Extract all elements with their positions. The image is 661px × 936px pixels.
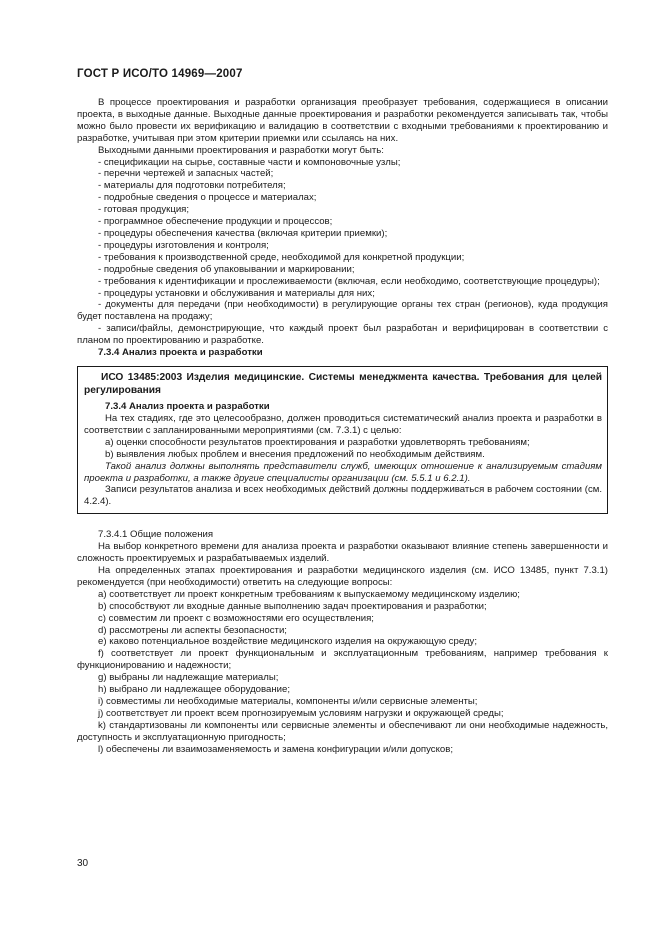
list-item: h) выбрано ли надлежащее оборудование; (98, 684, 290, 696)
list-item: - материалы для подготовки потребителя; (98, 180, 286, 192)
outputs-list (77, 157, 608, 348)
list-item: i) совместимы ли необходимые материалы, компоненты и/или сервисные элементы; (98, 695, 478, 707)
list-item: b) способствуют ли входные данные выполнению задач проектирования и разработки; (98, 600, 487, 612)
box-records: Записи результатов анализа и всех необходимых действий должны поддерживаться в рабочем состоянии (см. 4.2.4). (84, 484, 602, 508)
page-content (77, 97, 608, 756)
general-paragraph: На определенных этапах проектирования и разработки медицинского изделия (см. ИСО 13485, пункт 7.3.1) рекомендуется (при необходимости) ответить на следующие вопросы: (77, 565, 608, 588)
list-item: f) соответствует ли проект функциональным и эксплуатационным требованиям, например требования к функционированию и надежности; (77, 648, 608, 672)
box-item: b) выявления любых проблем и внесения предложений по необходимым действиям. (105, 448, 485, 460)
list-item: - спецификации на сырье, составные части и компоновочные узлы; (98, 156, 401, 168)
outputs-lead: Выходными данными проектирования и разработки могут быть: (98, 144, 384, 156)
general-heading: 7.3.4.1 Общие положения (98, 529, 214, 541)
page-number: 30 (77, 858, 89, 869)
list-item: - процедуры изготовления и контроля; (98, 239, 269, 251)
box-title: ИСО 13485:2003 Изделия медицинские. Системы менеджмента качества. Требования для целей регулирования (84, 371, 602, 396)
list-item: c) совместим ли проект с возможностями его осуществления; (98, 612, 374, 624)
list-item: e) каково потенциальное воздействие медицинского изделия на окружающую среду; (98, 636, 477, 648)
list-item: - требования к производственной среде, необходимой для конкретной продукции; (98, 251, 465, 263)
document-header: ГОСТ Р ИСО/ТО 14969—2007 (77, 68, 243, 80)
list-item: a) соответствует ли проект конкретным требованиям к выпускаемому медицинскому изделию; (98, 588, 520, 600)
box-item: а) оценки способности результатов проектирования и разработки удовлетворять требованиям; (105, 436, 530, 448)
questions-list (77, 589, 608, 756)
general-paragraph: На выбор конкретного времени для анализа проекта и разработки оказывают влияние степень завершенности и сложность проектируемых и разрабатываемых изделий. (77, 541, 608, 565)
list-item: - записи/файлы, демонстрирующие, что каждый проект был разработан и верифицирован в соответствии с планом по проектированию и разработке. (77, 323, 608, 347)
box-italic-note: Такой анализ должны выполнять представители служб, имеющих отношение к анализируемым стадиям проекта и разработки, а также другие специалисты организации (см. 5.5.1 и 6.2.1). (84, 460, 602, 484)
section-heading: 7.3.4 Анализ проекта и разработки (98, 347, 263, 359)
list-item: d) рассмотрены ли аспекты безопасности; (98, 624, 287, 636)
list-item: - готовая продукция; (98, 204, 190, 216)
list-item: - процедуры установки и обслуживания и материалы для них; (98, 287, 375, 299)
list-item: - процедуры обеспечения качества (включая критерии приемки); (98, 227, 388, 239)
list-item: - перечни чертежей и запасных частей; (98, 168, 274, 180)
list-item: - документы для передачи (при необходимости) в регулирующие органы тех стран (регионов), куда продукция будет поставлена на продажу; (77, 299, 608, 323)
list-item: - требования к идентификации и прослеживаемости (включая, если необходимо, соответствующие процедуры); (98, 275, 600, 287)
intro-paragraph: В процессе проектирования и разработки организация преобразует требования, содержащиеся в описании проекта, в выходные данные. Выходные данные проектирования и разработки рекомендуется записывать так, чтобы можно было провести их верификацию и валидацию в соответствии с входными требованиями к проектированию и разработке, учитывая при этом критерии приемки или ссылаясь на них. (77, 97, 608, 144)
list-item: j) соответствует ли проект всем прогнозируемым условиям нагрузки и окружающей среды; (98, 707, 504, 719)
spacer (77, 514, 608, 529)
list-item: - подробные сведения о процессе и материалах; (98, 192, 317, 204)
list-item: g) выбраны ли надлежащие материалы; (98, 672, 279, 684)
list-item: - программное обеспечение продукции и процессов; (98, 216, 333, 228)
list-item: l) обеспечены ли взаимозаменяемость и замена конфигурации и/или допусков; (98, 743, 454, 755)
list-item: - подробные сведения об упаковывании и маркировании; (98, 263, 355, 275)
box-lead: На тех стадиях, где это целесообразно, должен проводиться систематический анализ проекта и разработки в соответствии с запланированными мероприятиями (см. 7.3.1) с целью: (84, 413, 602, 436)
box-subheading: 7.3.4 Анализ проекта и разработки (105, 401, 270, 413)
list-item: k) стандартизованы ли компоненты или сервисные элементы и обеспечивают ли они необходимые надежность, доступность и эксплуатационную пригодность; (77, 719, 608, 743)
standard-quote-box (77, 366, 608, 514)
